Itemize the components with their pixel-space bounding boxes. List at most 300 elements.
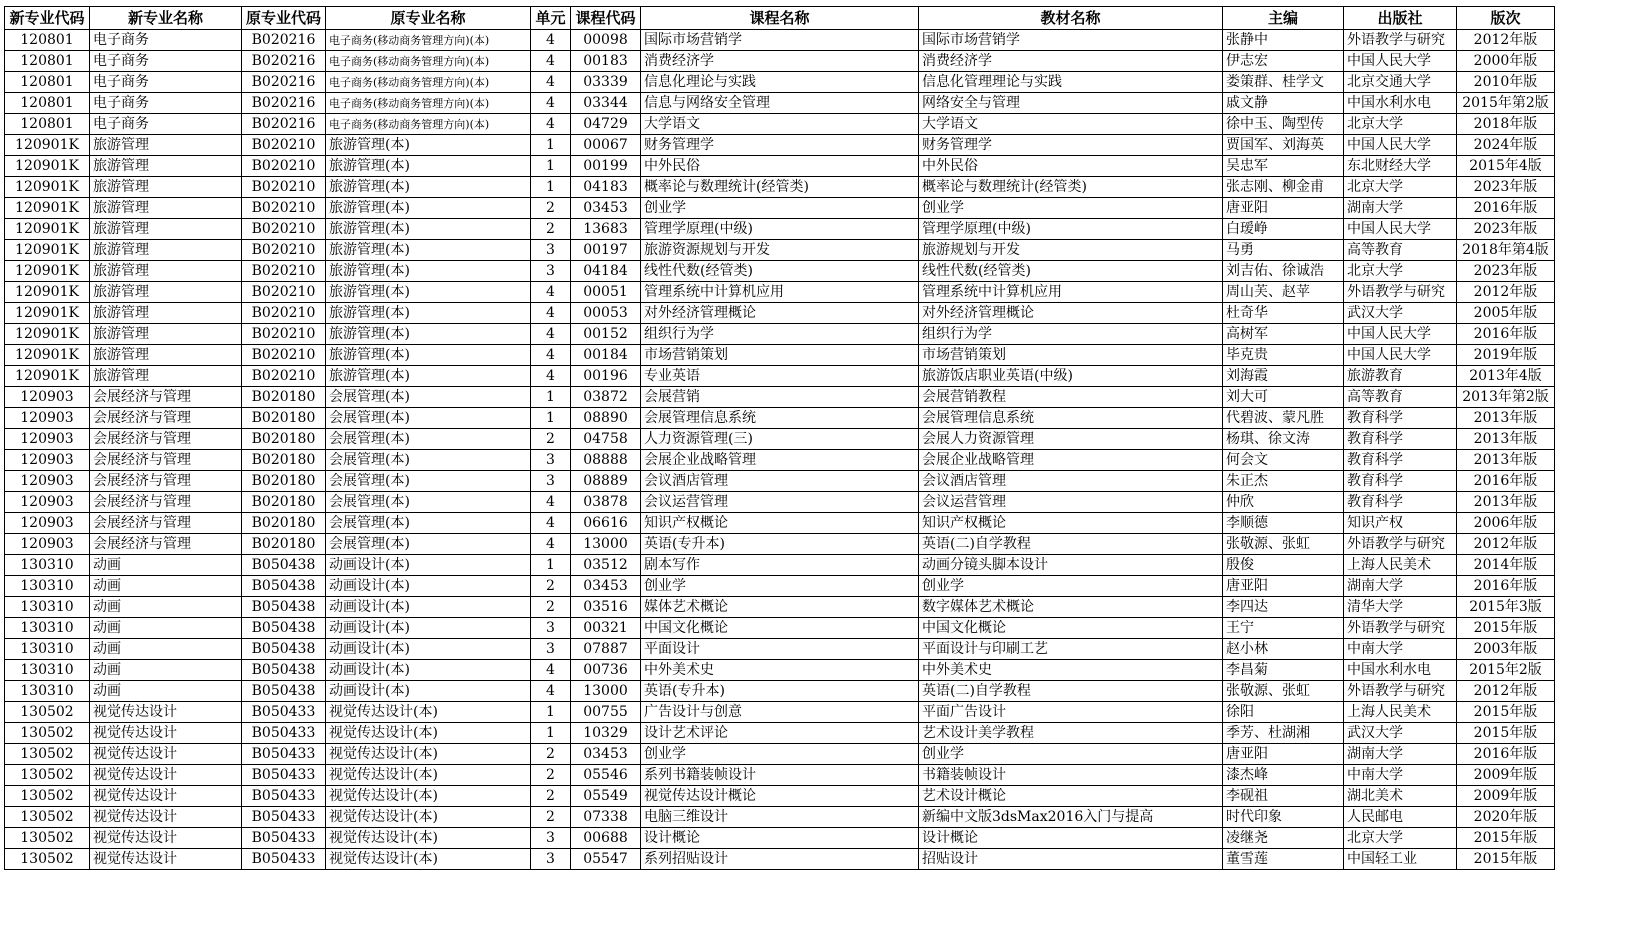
cell-publisher: 中国人民大学 (1344, 219, 1457, 240)
cell-edition: 2015年版 (1457, 828, 1555, 849)
cell-new-major-name: 视觉传达设计 (90, 849, 242, 870)
cell-course-code: 03453 (571, 198, 641, 219)
cell-new-major-code: 120903 (5, 450, 90, 471)
header-course-code: 课程代码 (571, 7, 641, 30)
cell-textbook-name: 创业学 (919, 576, 1223, 597)
cell-publisher: 中南大学 (1344, 639, 1457, 660)
cell-old-major-name: 会展管理(本) (326, 471, 531, 492)
cell-edition: 2006年版 (1457, 513, 1555, 534)
cell-edition: 2014年版 (1457, 555, 1555, 576)
cell-new-major-name: 视觉传达设计 (90, 744, 242, 765)
cell-unit: 2 (531, 429, 571, 450)
cell-old-major-name: 会展管理(本) (326, 534, 531, 555)
cell-old-major-code: B020210 (242, 198, 326, 219)
cell-course-code: 00196 (571, 366, 641, 387)
cell-course-name: 英语(专升本) (641, 534, 919, 555)
cell-textbook-name: 会展管理信息系统 (919, 408, 1223, 429)
cell-new-major-code: 120903 (5, 513, 90, 534)
cell-course-code: 03453 (571, 744, 641, 765)
cell-unit: 4 (531, 93, 571, 114)
cell-old-major-code: B050433 (242, 744, 326, 765)
table-row (5, 114, 1555, 135)
cell-editor: 唐亚阳 (1223, 198, 1344, 219)
cell-old-major-code: B020210 (242, 282, 326, 303)
cell-new-major-code: 130502 (5, 807, 90, 828)
cell-unit: 3 (531, 240, 571, 261)
cell-unit: 3 (531, 261, 571, 282)
cell-textbook-name: 平面广告设计 (919, 702, 1223, 723)
cell-publisher: 中国水利水电 (1344, 660, 1457, 681)
cell-new-major-code: 120903 (5, 387, 90, 408)
cell-new-major-name: 会展经济与管理 (90, 534, 242, 555)
header-new-major-name: 新专业名称 (90, 7, 242, 30)
cell-publisher: 外语教学与研究 (1344, 681, 1457, 702)
cell-new-major-name: 视觉传达设计 (90, 828, 242, 849)
cell-unit: 2 (531, 765, 571, 786)
cell-old-major-code: B050438 (242, 639, 326, 660)
cell-publisher: 外语教学与研究 (1344, 282, 1457, 303)
cell-course-name: 广告设计与创意 (641, 702, 919, 723)
cell-textbook-name: 国际市场营销学 (919, 30, 1223, 51)
cell-textbook-name: 书籍装帧设计 (919, 765, 1223, 786)
cell-course-name: 财务管理学 (641, 135, 919, 156)
cell-old-major-code: B050433 (242, 723, 326, 744)
cell-unit: 4 (531, 72, 571, 93)
cell-old-major-code: B020210 (242, 219, 326, 240)
cell-new-major-code: 120903 (5, 471, 90, 492)
cell-course-name: 英语(专升本) (641, 681, 919, 702)
cell-old-major-code: B050433 (242, 702, 326, 723)
cell-course-name: 系列书籍装帧设计 (641, 765, 919, 786)
cell-old-major-name: 旅游管理(本) (326, 282, 531, 303)
cell-unit: 2 (531, 219, 571, 240)
cell-publisher: 北京大学 (1344, 177, 1457, 198)
table-row (5, 618, 1555, 639)
cell-old-major-name: 旅游管理(本) (326, 324, 531, 345)
cell-unit: 4 (531, 282, 571, 303)
table-row (5, 30, 1555, 51)
cell-course-code: 00755 (571, 702, 641, 723)
cell-course-name: 会展企业战略管理 (641, 450, 919, 471)
table-row (5, 450, 1555, 471)
course-textbook-table (4, 6, 1555, 870)
cell-edition: 2003年版 (1457, 639, 1555, 660)
cell-edition: 2009年版 (1457, 765, 1555, 786)
cell-course-code: 05547 (571, 849, 641, 870)
cell-editor: 何会文 (1223, 450, 1344, 471)
cell-course-name: 市场营销策划 (641, 345, 919, 366)
cell-course-code: 00199 (571, 156, 641, 177)
cell-editor: 刘吉佑、徐诚浩 (1223, 261, 1344, 282)
cell-old-major-code: B020180 (242, 471, 326, 492)
cell-old-major-name: 动画设计(本) (326, 681, 531, 702)
cell-editor: 朱正杰 (1223, 471, 1344, 492)
header-new-major-code: 新专业代码 (5, 7, 90, 30)
cell-publisher: 教育科学 (1344, 492, 1457, 513)
cell-textbook-name: 旅游规划与开发 (919, 240, 1223, 261)
table-row (5, 639, 1555, 660)
cell-old-major-name: 视觉传达设计(本) (326, 807, 531, 828)
cell-course-name: 会展管理信息系统 (641, 408, 919, 429)
table-row (5, 261, 1555, 282)
cell-course-code: 00197 (571, 240, 641, 261)
cell-unit: 3 (531, 618, 571, 639)
table-row (5, 177, 1555, 198)
cell-unit: 4 (531, 30, 571, 51)
cell-course-name: 消费经济学 (641, 51, 919, 72)
cell-course-name: 电脑三维设计 (641, 807, 919, 828)
cell-new-major-code: 120901K (5, 366, 90, 387)
cell-edition: 2018年第4版 (1457, 240, 1555, 261)
cell-textbook-name: 会展营销教程 (919, 387, 1223, 408)
cell-course-code: 04184 (571, 261, 641, 282)
cell-unit: 2 (531, 576, 571, 597)
cell-new-major-name: 动画 (90, 597, 242, 618)
cell-editor: 娄策群、桂学文 (1223, 72, 1344, 93)
cell-edition: 2015年版 (1457, 702, 1555, 723)
cell-old-major-name: 电子商务(移动商务管理方向)(本) (326, 114, 531, 135)
cell-textbook-name: 管理系统中计算机应用 (919, 282, 1223, 303)
cell-course-name: 会议酒店管理 (641, 471, 919, 492)
cell-course-name: 线性代数(经管类) (641, 261, 919, 282)
cell-textbook-name: 招贴设计 (919, 849, 1223, 870)
cell-editor: 仲欣 (1223, 492, 1344, 513)
cell-old-major-code: B050433 (242, 786, 326, 807)
cell-course-name: 对外经济管理概论 (641, 303, 919, 324)
cell-editor: 唐亚阳 (1223, 744, 1344, 765)
cell-new-major-name: 动画 (90, 555, 242, 576)
cell-textbook-name: 艺术设计美学教程 (919, 723, 1223, 744)
cell-new-major-name: 电子商务 (90, 93, 242, 114)
cell-old-major-name: 会展管理(本) (326, 429, 531, 450)
table-row (5, 828, 1555, 849)
cell-new-major-name: 旅游管理 (90, 345, 242, 366)
cell-new-major-name: 旅游管理 (90, 240, 242, 261)
cell-new-major-code: 130502 (5, 744, 90, 765)
cell-editor: 凌继尧 (1223, 828, 1344, 849)
cell-editor: 贾国军、刘海英 (1223, 135, 1344, 156)
cell-unit: 3 (531, 828, 571, 849)
cell-new-major-name: 视觉传达设计 (90, 807, 242, 828)
cell-edition: 2013年第2版 (1457, 387, 1555, 408)
table-row (5, 156, 1555, 177)
cell-publisher: 中国水利水电 (1344, 93, 1457, 114)
cell-course-code: 03339 (571, 72, 641, 93)
header-textbook-name: 教材名称 (919, 7, 1223, 30)
cell-editor: 戚文静 (1223, 93, 1344, 114)
cell-old-major-name: 电子商务(移动商务管理方向)(本) (326, 93, 531, 114)
cell-course-name: 旅游资源规划与开发 (641, 240, 919, 261)
header-unit: 单元 (531, 7, 571, 30)
cell-old-major-name: 视觉传达设计(本) (326, 702, 531, 723)
header-row (5, 7, 1555, 30)
cell-old-major-name: 会展管理(本) (326, 408, 531, 429)
cell-publisher: 中国轻工业 (1344, 849, 1457, 870)
cell-textbook-name: 概率论与数理统计(经管类) (919, 177, 1223, 198)
cell-new-major-code: 130310 (5, 681, 90, 702)
cell-new-major-code: 120903 (5, 429, 90, 450)
cell-editor: 马勇 (1223, 240, 1344, 261)
cell-course-name: 视觉传达设计概论 (641, 786, 919, 807)
cell-course-code: 03516 (571, 597, 641, 618)
cell-editor: 杜奇华 (1223, 303, 1344, 324)
table-row (5, 576, 1555, 597)
cell-old-major-name: 视觉传达设计(本) (326, 849, 531, 870)
cell-new-major-name: 旅游管理 (90, 198, 242, 219)
table-row (5, 597, 1555, 618)
table-row (5, 198, 1555, 219)
cell-editor: 李顺德 (1223, 513, 1344, 534)
cell-new-major-code: 120901K (5, 261, 90, 282)
cell-new-major-name: 会展经济与管理 (90, 471, 242, 492)
cell-course-name: 平面设计 (641, 639, 919, 660)
cell-old-major-code: B020210 (242, 366, 326, 387)
cell-old-major-name: 旅游管理(本) (326, 345, 531, 366)
cell-course-name: 概率论与数理统计(经管类) (641, 177, 919, 198)
cell-publisher: 东北财经大学 (1344, 156, 1457, 177)
cell-new-major-code: 130310 (5, 597, 90, 618)
cell-new-major-code: 120801 (5, 114, 90, 135)
cell-textbook-name: 线性代数(经管类) (919, 261, 1223, 282)
cell-new-major-code: 130502 (5, 702, 90, 723)
cell-unit: 4 (531, 114, 571, 135)
table-row (5, 408, 1555, 429)
cell-publisher: 上海人民美术 (1344, 702, 1457, 723)
cell-new-major-name: 动画 (90, 576, 242, 597)
cell-textbook-name: 会议酒店管理 (919, 471, 1223, 492)
cell-course-code: 03872 (571, 387, 641, 408)
cell-old-major-name: 旅游管理(本) (326, 156, 531, 177)
cell-course-name: 信息与网络安全管理 (641, 93, 919, 114)
cell-unit: 1 (531, 702, 571, 723)
cell-course-name: 媒体艺术概论 (641, 597, 919, 618)
cell-course-code: 00152 (571, 324, 641, 345)
cell-textbook-name: 市场营销策划 (919, 345, 1223, 366)
cell-course-name: 会展营销 (641, 387, 919, 408)
cell-editor: 徐中玉、陶型传 (1223, 114, 1344, 135)
cell-new-major-name: 电子商务 (90, 72, 242, 93)
cell-new-major-name: 动画 (90, 660, 242, 681)
cell-editor: 杨琪、徐文涛 (1223, 429, 1344, 450)
cell-new-major-code: 120903 (5, 534, 90, 555)
cell-publisher: 湖南大学 (1344, 744, 1457, 765)
table-row (5, 702, 1555, 723)
cell-unit: 3 (531, 849, 571, 870)
cell-old-major-name: 电子商务(移动商务管理方向)(本) (326, 72, 531, 93)
cell-course-code: 00184 (571, 345, 641, 366)
cell-textbook-name: 数字媒体艺术概论 (919, 597, 1223, 618)
cell-editor: 时代印象 (1223, 807, 1344, 828)
cell-unit: 1 (531, 387, 571, 408)
cell-new-major-code: 120901K (5, 135, 90, 156)
cell-old-major-code: B050438 (242, 576, 326, 597)
cell-old-major-code: B020210 (242, 303, 326, 324)
cell-editor: 张敬源、张虹 (1223, 534, 1344, 555)
cell-textbook-name: 财务管理学 (919, 135, 1223, 156)
table-row (5, 765, 1555, 786)
cell-new-major-code: 120901K (5, 345, 90, 366)
cell-editor: 毕克贵 (1223, 345, 1344, 366)
cell-old-major-code: B050438 (242, 555, 326, 576)
cell-old-major-name: 动画设计(本) (326, 639, 531, 660)
cell-new-major-code: 120801 (5, 30, 90, 51)
table-row (5, 51, 1555, 72)
cell-unit: 1 (531, 177, 571, 198)
cell-edition: 2012年版 (1457, 534, 1555, 555)
cell-unit: 4 (531, 303, 571, 324)
cell-course-code: 07887 (571, 639, 641, 660)
cell-new-major-name: 视觉传达设计 (90, 723, 242, 744)
cell-course-code: 00053 (571, 303, 641, 324)
cell-textbook-name: 英语(二)自学教程 (919, 681, 1223, 702)
table-row (5, 849, 1555, 870)
cell-editor: 唐亚阳 (1223, 576, 1344, 597)
cell-new-major-code: 120901K (5, 156, 90, 177)
table-row (5, 492, 1555, 513)
table-row (5, 429, 1555, 450)
cell-edition: 2024年版 (1457, 135, 1555, 156)
cell-course-name: 信息化理论与实践 (641, 72, 919, 93)
cell-unit: 4 (531, 681, 571, 702)
header-old-major-name: 原专业名称 (326, 7, 531, 30)
cell-old-major-code: B020180 (242, 534, 326, 555)
cell-new-major-name: 会展经济与管理 (90, 492, 242, 513)
header-course-name: 课程名称 (641, 7, 919, 30)
cell-unit: 4 (531, 324, 571, 345)
cell-textbook-name: 知识产权概论 (919, 513, 1223, 534)
cell-course-name: 系列招贴设计 (641, 849, 919, 870)
cell-old-major-name: 会展管理(本) (326, 513, 531, 534)
cell-old-major-code: B050433 (242, 765, 326, 786)
cell-new-major-code: 130310 (5, 660, 90, 681)
cell-old-major-code: B020210 (242, 261, 326, 282)
cell-old-major-code: B050433 (242, 849, 326, 870)
table-row (5, 555, 1555, 576)
cell-course-code: 03512 (571, 555, 641, 576)
cell-course-code: 00051 (571, 282, 641, 303)
cell-old-major-name: 视觉传达设计(本) (326, 744, 531, 765)
table-row (5, 534, 1555, 555)
cell-edition: 2013年4版 (1457, 366, 1555, 387)
cell-unit: 4 (531, 492, 571, 513)
cell-course-name: 创业学 (641, 198, 919, 219)
cell-old-major-code: B050438 (242, 597, 326, 618)
cell-old-major-name: 会展管理(本) (326, 450, 531, 471)
cell-unit: 4 (531, 51, 571, 72)
table-body (5, 30, 1555, 870)
cell-old-major-name: 视觉传达设计(本) (326, 723, 531, 744)
cell-unit: 2 (531, 198, 571, 219)
cell-editor: 徐阳 (1223, 702, 1344, 723)
cell-new-major-code: 120901K (5, 303, 90, 324)
cell-textbook-name: 旅游饭店职业英语(中级) (919, 366, 1223, 387)
cell-textbook-name: 组织行为学 (919, 324, 1223, 345)
cell-textbook-name: 会议运营管理 (919, 492, 1223, 513)
cell-publisher: 武汉大学 (1344, 303, 1457, 324)
cell-editor: 张静中 (1223, 30, 1344, 51)
cell-publisher: 旅游教育 (1344, 366, 1457, 387)
cell-old-major-name: 旅游管理(本) (326, 177, 531, 198)
table-row (5, 681, 1555, 702)
cell-unit: 1 (531, 408, 571, 429)
cell-unit: 3 (531, 471, 571, 492)
cell-unit: 2 (531, 786, 571, 807)
cell-course-name: 国际市场营销学 (641, 30, 919, 51)
cell-new-major-code: 120801 (5, 72, 90, 93)
cell-new-major-name: 电子商务 (90, 114, 242, 135)
cell-publisher: 中国人民大学 (1344, 345, 1457, 366)
cell-old-major-code: B020210 (242, 324, 326, 345)
cell-editor: 张志刚、柳金甫 (1223, 177, 1344, 198)
cell-new-major-name: 会展经济与管理 (90, 429, 242, 450)
cell-new-major-name: 视觉传达设计 (90, 786, 242, 807)
cell-editor: 季芳、杜湖湘 (1223, 723, 1344, 744)
cell-new-major-code: 120801 (5, 51, 90, 72)
cell-publisher: 人民邮电 (1344, 807, 1457, 828)
cell-editor: 周山芙、赵苹 (1223, 282, 1344, 303)
cell-unit: 4 (531, 660, 571, 681)
cell-editor: 高树军 (1223, 324, 1344, 345)
cell-publisher: 中国人民大学 (1344, 135, 1457, 156)
cell-edition: 2013年版 (1457, 450, 1555, 471)
cell-old-major-name: 动画设计(本) (326, 597, 531, 618)
cell-edition: 2016年版 (1457, 324, 1555, 345)
cell-edition: 2015年版 (1457, 849, 1555, 870)
cell-edition: 2015年版 (1457, 618, 1555, 639)
cell-editor: 刘大可 (1223, 387, 1344, 408)
cell-editor: 白瑷峥 (1223, 219, 1344, 240)
cell-unit: 4 (531, 513, 571, 534)
cell-editor: 吴忠军 (1223, 156, 1344, 177)
cell-publisher: 武汉大学 (1344, 723, 1457, 744)
cell-old-major-code: B020210 (242, 240, 326, 261)
cell-publisher: 湖南大学 (1344, 576, 1457, 597)
table-row (5, 345, 1555, 366)
cell-course-name: 人力资源管理(三) (641, 429, 919, 450)
header-publisher: 出版社 (1344, 7, 1457, 30)
cell-editor: 李四达 (1223, 597, 1344, 618)
cell-course-code: 13683 (571, 219, 641, 240)
cell-course-code: 06616 (571, 513, 641, 534)
cell-old-major-code: B020180 (242, 492, 326, 513)
cell-course-name: 管理学原理(中级) (641, 219, 919, 240)
cell-publisher: 上海人民美术 (1344, 555, 1457, 576)
cell-edition: 2015年4版 (1457, 156, 1555, 177)
cell-unit: 3 (531, 639, 571, 660)
cell-course-name: 大学语文 (641, 114, 919, 135)
cell-edition: 2023年版 (1457, 261, 1555, 282)
cell-old-major-name: 旅游管理(本) (326, 240, 531, 261)
cell-course-code: 05549 (571, 786, 641, 807)
table-row (5, 366, 1555, 387)
cell-new-major-name: 会展经济与管理 (90, 513, 242, 534)
cell-old-major-name: 视觉传达设计(本) (326, 786, 531, 807)
cell-edition: 2015年2版 (1457, 660, 1555, 681)
cell-old-major-name: 动画设计(本) (326, 576, 531, 597)
cell-edition: 2015年版 (1457, 723, 1555, 744)
cell-course-name: 中国文化概论 (641, 618, 919, 639)
cell-textbook-name: 新编中文版3dsMax2016入门与提高 (919, 807, 1223, 828)
cell-editor: 伊志宏 (1223, 51, 1344, 72)
cell-old-major-name: 视觉传达设计(本) (326, 828, 531, 849)
cell-publisher: 湖南大学 (1344, 198, 1457, 219)
cell-new-major-name: 会展经济与管理 (90, 450, 242, 471)
cell-old-major-code: B050433 (242, 807, 326, 828)
cell-old-major-code: B020180 (242, 450, 326, 471)
cell-course-name: 知识产权概论 (641, 513, 919, 534)
cell-new-major-name: 会展经济与管理 (90, 387, 242, 408)
cell-publisher: 中国人民大学 (1344, 51, 1457, 72)
